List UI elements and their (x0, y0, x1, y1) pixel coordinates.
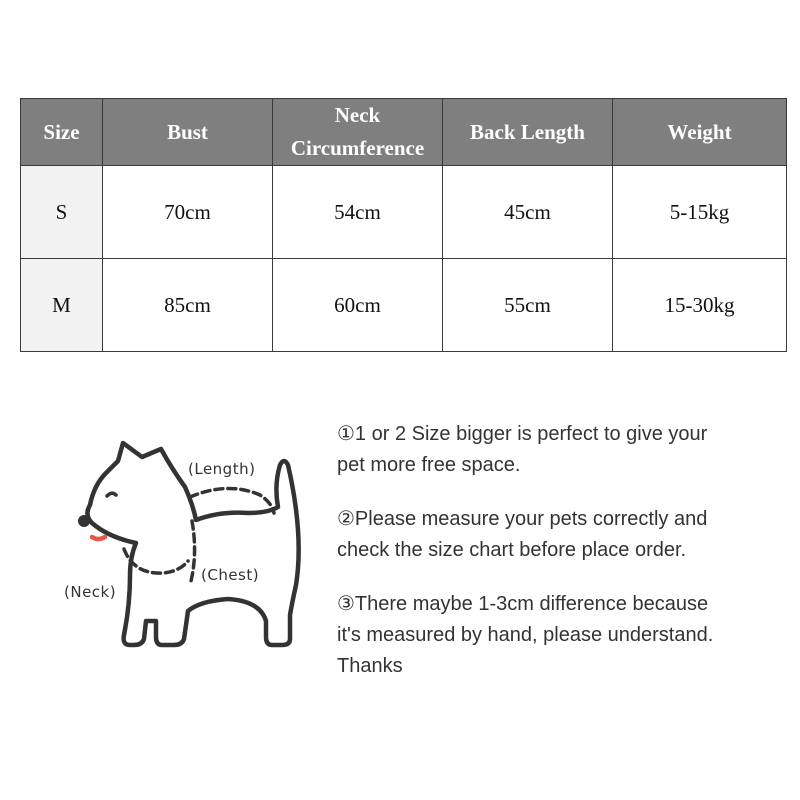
dog-nose (78, 515, 90, 527)
size-cell: M (21, 259, 103, 352)
size-chart-table (20, 98, 787, 352)
header-size: Size (21, 99, 103, 166)
size-cell: S (21, 166, 103, 259)
dog-measurement-diagram (60, 425, 320, 665)
tip-line: pet more free space. (337, 454, 521, 476)
table-row (21, 259, 787, 352)
tip-line: it's measured by hand, please understand. (337, 624, 714, 646)
chest-measure-line (190, 521, 195, 585)
neck-cell: 60cm (273, 259, 443, 352)
tip-line: check the size chart before place order. (337, 539, 687, 561)
size-chart-header (21, 99, 787, 166)
tip-line: Thanks (337, 655, 403, 677)
length-measure-line (190, 488, 274, 513)
table-row (21, 166, 787, 259)
tip-line: ①1 or 2 Size bigger is perfect to give your (337, 423, 708, 445)
header-weight: Weight (613, 99, 787, 166)
chest-label: (Chest) (201, 566, 260, 584)
back-length-cell: 55cm (443, 259, 613, 352)
tip-measure-correctly (337, 504, 777, 566)
dog-tongue (92, 537, 105, 539)
header-neck-circumference (273, 99, 443, 166)
dog-eye (107, 493, 116, 496)
bust-cell: 70cm (103, 166, 273, 259)
tip-size-bigger (337, 419, 777, 481)
tip-difference (337, 589, 777, 682)
neck-cell: 54cm (273, 166, 443, 259)
tip-line: ③There maybe 1-3cm difference because (337, 593, 709, 615)
measurement-tips (337, 419, 777, 705)
header-bust: Bust (103, 99, 273, 166)
weight-cell: 5-15kg (613, 166, 787, 259)
back-length-cell: 45cm (443, 166, 613, 259)
size-chart-body (21, 166, 787, 352)
length-label: (Length) (188, 460, 256, 478)
header-neck-line1: Neck (334, 103, 381, 127)
neck-label: (Neck) (64, 583, 117, 601)
weight-cell: 15-30kg (613, 259, 787, 352)
tip-line: ②Please measure your pets correctly and (337, 508, 708, 530)
header-neck-line2: Circumference (290, 136, 425, 160)
header-back-length: Back Length (443, 99, 613, 166)
bust-cell: 85cm (103, 259, 273, 352)
header-row (21, 99, 787, 166)
